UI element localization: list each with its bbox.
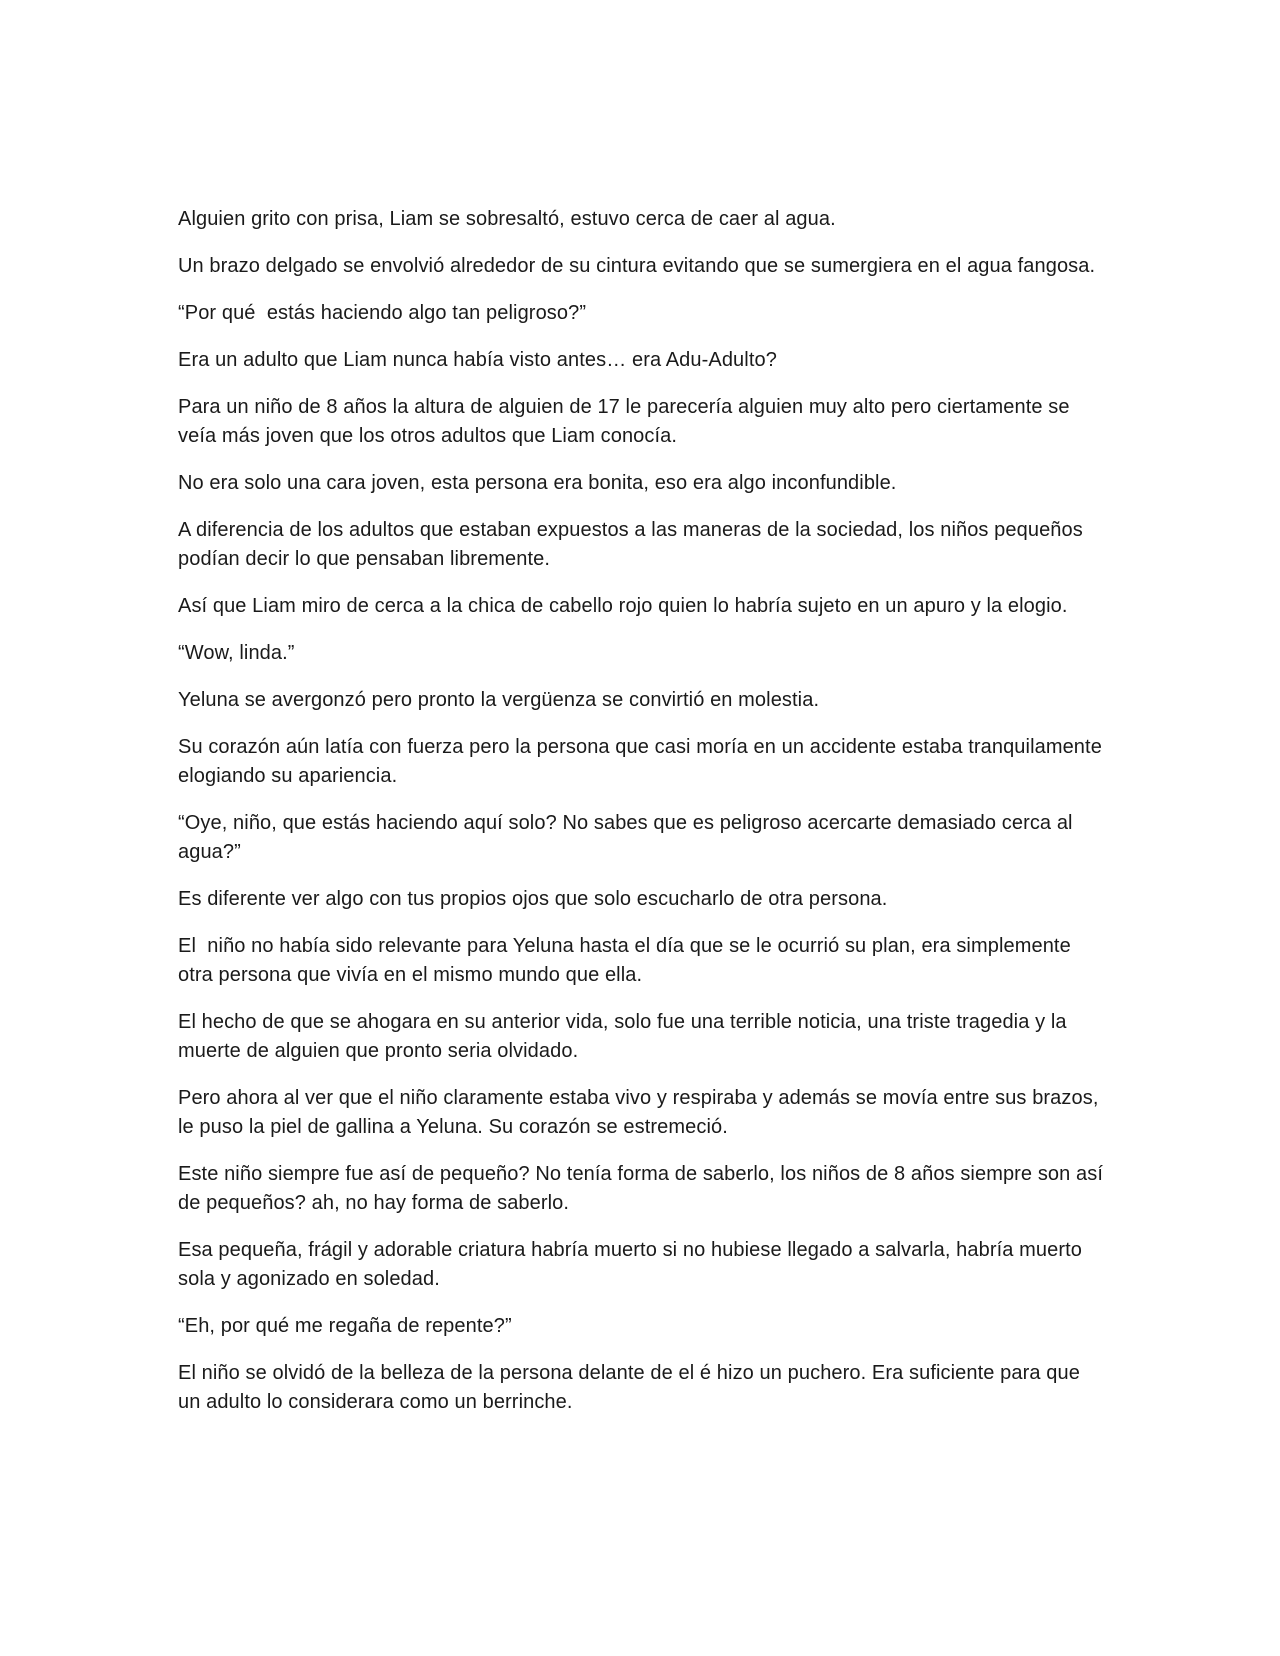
paragraph: Esa pequeña, frágil y adorable criatura habría muerto si no hubiese llegado a salvarla, habría muerto sola y agonizado en soledad. [178,1239,1088,1290]
paragraph: “Eh, por qué me regaña de repente?” [178,1315,512,1337]
document-body [178,205,1108,1435]
paragraph: Así que Liam miro de cerca a la chica de cabello rojo quien lo habría sujeto en un apuro y la elogio. [178,595,1068,617]
paragraph: “Por qué estás haciendo algo tan peligroso?” [178,302,587,324]
paragraph: Pero ahora al ver que el niño claramente estaba vivo y respiraba y además se movía entre sus brazos, le puso la piel de gallina a Yeluna. Su corazón se estremeció. [178,1087,1105,1138]
paragraph: Era un adulto que Liam nunca había visto antes… era Adu-Adulto? [178,349,777,371]
paragraph: El niño se olvidó de la belleza de la persona delante de el é hizo un puchero. Era suficiente para que un adulto lo considerara como un berrinche. [178,1362,1086,1413]
paragraph: “Wow, linda.” [178,642,295,664]
paragraph: Yeluna se avergonzó pero pronto la vergüenza se convirtió en molestia. [178,689,820,711]
paragraph: El niño no había sido relevante para Yeluna hasta el día que se le ocurrió su plan, era simplemente otra persona que vivía en el mismo mundo que ella. [178,935,1077,986]
paragraph: No era solo una cara joven, esta persona era bonita, eso era algo inconfundible. [178,472,897,494]
paragraph: Su corazón aún latía con fuerza pero la persona que casi moría en un accidente estaba tranquilamente elogiando su apariencia. [178,736,1108,787]
paragraph: Para un niño de 8 años la altura de alguien de 17 le parecería alguien muy alto pero ciertamente se veía más joven que los otros adultos que Liam conocía. [178,396,1076,447]
paragraph: Este niño siempre fue así de pequeño? No tenía forma de saberlo, los niños de 8 años siempre son así de pequeños? ah, no hay forma de saberlo. [178,1163,1109,1214]
paragraph: A diferencia de los adultos que estaban expuestos a las maneras de la sociedad, los niños pequeños podían decir lo que pensaban libremente. [178,519,1089,570]
paragraph: Es diferente ver algo con tus propios ojos que solo escucharlo de otra persona. [178,888,888,910]
paragraph: Alguien grito con prisa, Liam se sobresaltó, estuvo cerca de caer al agua. [178,208,836,230]
paragraph: El hecho de que se ahogara en su anterior vida, solo fue una terrible noticia, una triste tragedia y la muerte de alguien que pronto seria olvidado. [178,1011,1073,1062]
paragraph: “Oye, niño, que estás haciendo aquí solo? No sabes que es peligroso acercarte demasiado cerca al agua?” [178,812,1079,863]
paragraph: Un brazo delgado se envolvió alrededor de su cintura evitando que se sumergiera en el agua fangosa. [178,255,1096,277]
